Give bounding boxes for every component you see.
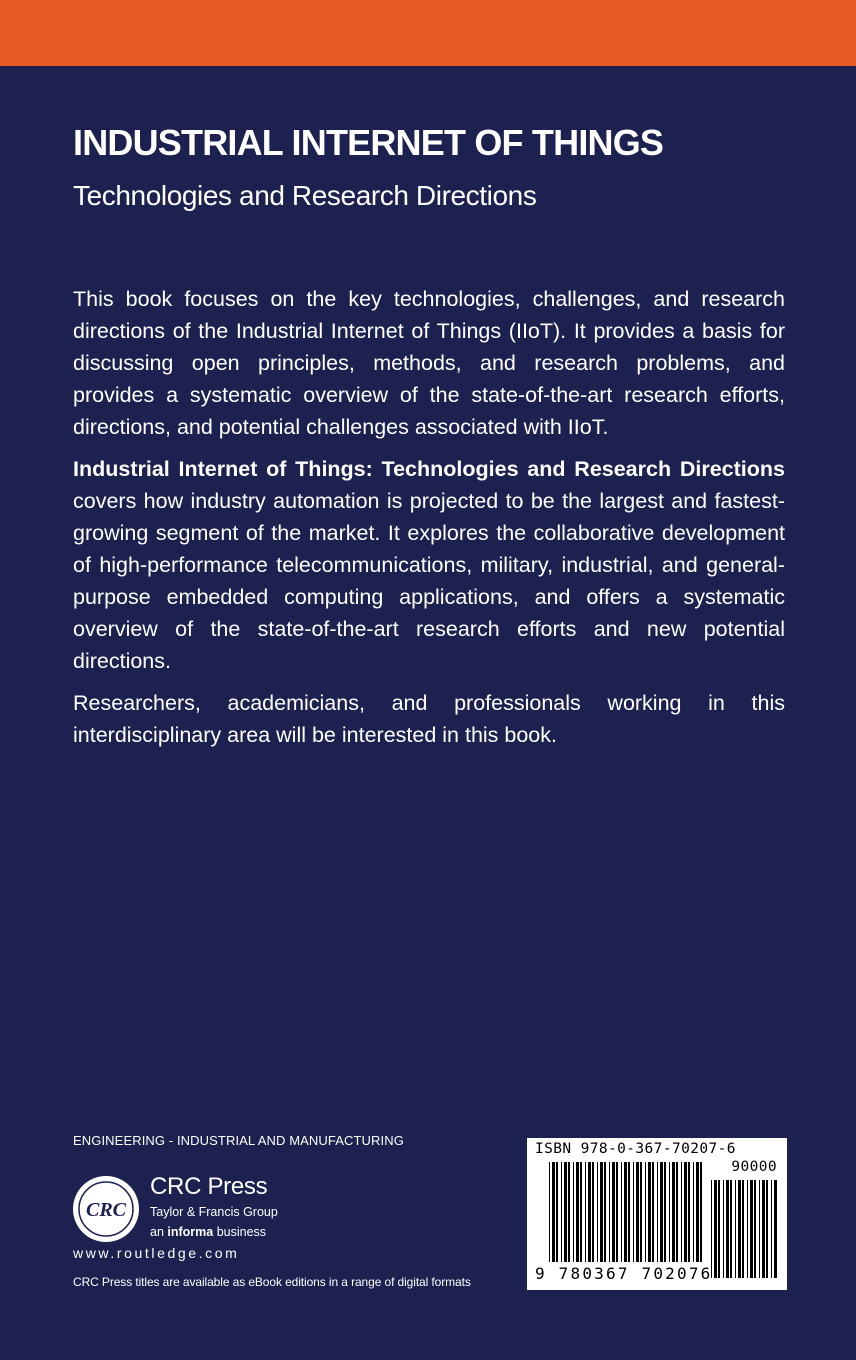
ean-bar bbox=[648, 1162, 651, 1262]
addon-bar bbox=[766, 1180, 768, 1278]
ean-bar bbox=[688, 1162, 690, 1262]
ean-bar bbox=[604, 1162, 606, 1262]
description-paragraph-1: This book focuses on the key technologies, challenges, and research directions of the Industrial Internet of Things (IIoT). It provides a basis for discussing open principles, methods, and research problems, and provides a systematic overview of the state-of-the-art research efforts, directions, and potential challenges associated with IIoT. bbox=[73, 287, 785, 439]
ean-bar bbox=[669, 1162, 670, 1262]
addon-bar bbox=[730, 1180, 732, 1278]
publisher-group: Taylor & Francis Group bbox=[150, 1205, 278, 1219]
ean-bar bbox=[561, 1162, 562, 1262]
ean-bar bbox=[556, 1162, 558, 1262]
ean-bar bbox=[592, 1162, 594, 1262]
isbn-label: ISBN 978-0-367-70207-6 bbox=[535, 1141, 736, 1157]
ean-bar bbox=[588, 1162, 591, 1262]
ean-bar bbox=[549, 1162, 550, 1262]
ean-bar bbox=[672, 1162, 675, 1262]
addon-bar bbox=[759, 1180, 760, 1278]
ean-bar bbox=[628, 1162, 630, 1262]
crc-logo-graphic bbox=[73, 1176, 139, 1242]
ean-bar bbox=[573, 1162, 574, 1262]
addon-bar bbox=[714, 1180, 717, 1278]
addon-bar bbox=[747, 1180, 748, 1278]
addon-bar bbox=[735, 1180, 736, 1278]
description-paragraph-3: Researchers, academicians, and professionals working in this interdisciplinary area will be interested in this book. bbox=[73, 691, 785, 747]
addon-bar bbox=[718, 1180, 720, 1278]
addon-bar bbox=[750, 1180, 753, 1278]
top-accent-band bbox=[0, 0, 856, 66]
ean-bar bbox=[681, 1162, 682, 1262]
publisher-website: www.routledge.com bbox=[73, 1245, 240, 1261]
book-description bbox=[73, 283, 785, 761]
ean-bar bbox=[657, 1162, 658, 1262]
ean-bar bbox=[676, 1162, 678, 1262]
tagline-prefix: an bbox=[150, 1225, 168, 1239]
ean-bar bbox=[600, 1162, 603, 1262]
addon-bar bbox=[723, 1180, 724, 1278]
addon-bar bbox=[726, 1180, 729, 1278]
addon-bar bbox=[742, 1180, 744, 1278]
ean-bar bbox=[612, 1162, 615, 1262]
ean-bar bbox=[616, 1162, 618, 1262]
book-subtitle: Technologies and Research Directions bbox=[73, 180, 537, 211]
addon-bar bbox=[774, 1180, 777, 1278]
description-book-title: Industrial Internet of Things: Technologies and Research Directions bbox=[73, 457, 785, 481]
ean-bar bbox=[700, 1162, 702, 1262]
subject-category: ENGINEERING - INDUSTRIAL AND MANUFACTURING bbox=[73, 1133, 404, 1148]
ean-bar bbox=[645, 1162, 646, 1262]
crc-logo-text: CRC bbox=[85, 1199, 127, 1221]
ean-bar bbox=[652, 1162, 654, 1262]
ean-bar bbox=[564, 1162, 567, 1262]
informa-brand: informa bbox=[167, 1225, 214, 1239]
ean-bar bbox=[585, 1162, 586, 1262]
description-paragraph-2 bbox=[73, 453, 785, 677]
ean-bar bbox=[693, 1162, 694, 1262]
ean-bar bbox=[624, 1162, 627, 1262]
barcode-digits: 9 780367 702076 bbox=[535, 1264, 713, 1283]
tagline-suffix: business bbox=[213, 1225, 267, 1239]
publisher-name: CRC Press bbox=[150, 1173, 268, 1200]
ean-bar bbox=[568, 1162, 570, 1262]
ean-bar bbox=[576, 1162, 579, 1262]
ean-bar bbox=[684, 1162, 687, 1262]
addon-bar bbox=[738, 1180, 741, 1278]
addon-bar bbox=[771, 1180, 772, 1278]
ean-bar bbox=[552, 1162, 555, 1262]
addon-bar bbox=[754, 1180, 756, 1278]
crc-press-logo-icon bbox=[73, 1176, 139, 1242]
book-title: INDUSTRIAL INTERNET OF THINGS bbox=[73, 122, 664, 163]
isbn-barcode bbox=[527, 1138, 787, 1290]
ean-bar bbox=[597, 1162, 598, 1262]
ebook-availability-note: CRC Press titles are available as eBook editions in a range of digital formats bbox=[73, 1275, 471, 1289]
publisher-tagline bbox=[150, 1225, 266, 1239]
ean-bar bbox=[664, 1162, 666, 1262]
ean-bar bbox=[660, 1162, 663, 1262]
ean-bar bbox=[580, 1162, 582, 1262]
description-paragraph-2-text: covers how industry automation is projected to be the largest and fastest-growing segment of the market. It explores the collaborative development of high-performance telecommunications, military, industrial, and general-purpose embedded computing applications, and offers a systematic overview of the state-of-the-art research efforts and new potential directions. bbox=[73, 489, 785, 673]
price-addon-code: 90000 bbox=[731, 1159, 777, 1175]
ean-bar bbox=[609, 1162, 610, 1262]
ean-bar bbox=[696, 1162, 699, 1262]
ean-bar bbox=[621, 1162, 622, 1262]
ean-bar bbox=[640, 1162, 642, 1262]
ean-bar bbox=[633, 1162, 634, 1262]
ean-bar bbox=[636, 1162, 639, 1262]
addon-bar bbox=[762, 1180, 765, 1278]
